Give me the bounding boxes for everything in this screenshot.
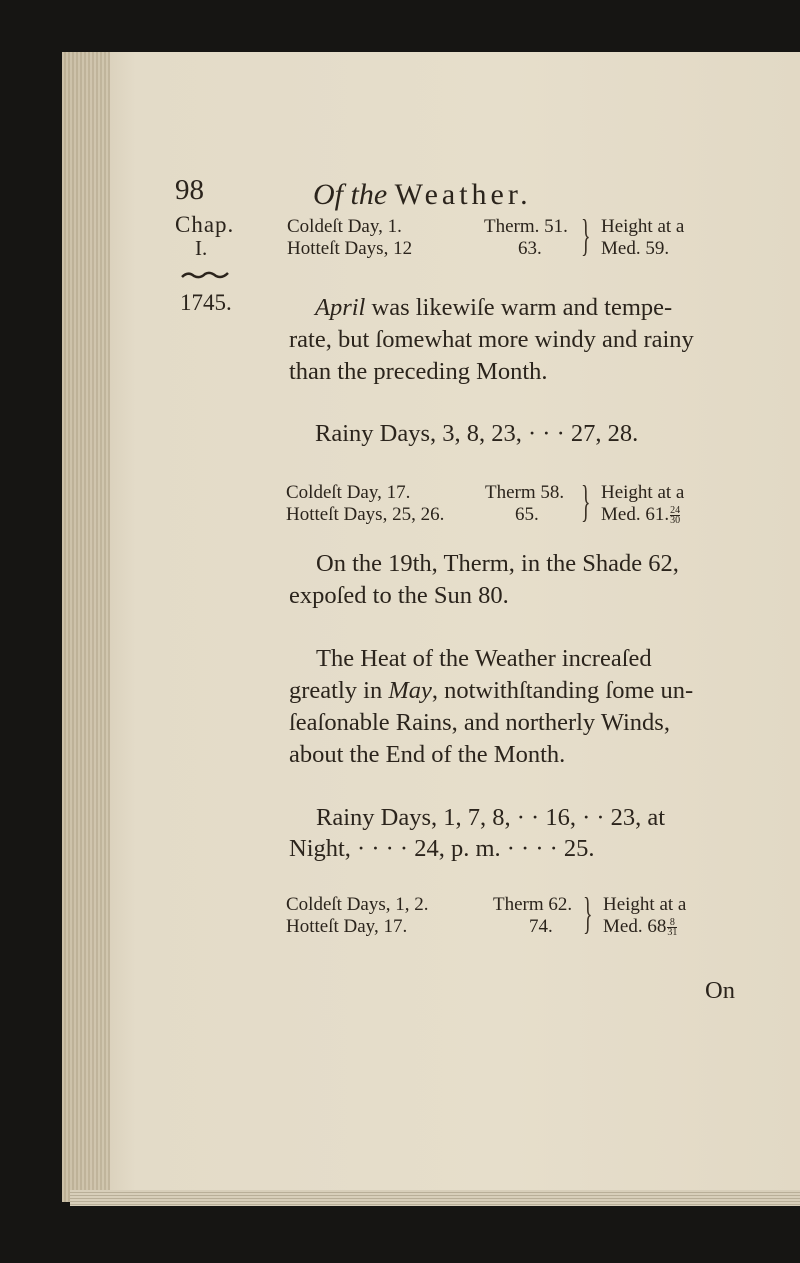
height-label: Height at a [603, 894, 687, 915]
therm-low: Therm. 51. [484, 216, 568, 237]
block2-left [286, 482, 444, 526]
running-head-italic: Of the [313, 178, 388, 211]
height-label: Height at a [601, 482, 685, 503]
block1-left [287, 216, 412, 260]
19th-line-2: expoſed to the Sun 80. [289, 582, 509, 609]
margin-year: 1745. [180, 290, 232, 315]
running-head [313, 178, 532, 212]
april-rest: was likewiſe warm and tempe- [365, 294, 673, 321]
height-value: Med. 68 $\frac{8}{31}$ [603, 916, 678, 939]
19th-line-1: On the 19th, Therm, in the Shade 62, [316, 550, 679, 577]
height-fraction: $\frac{8}{31}$ [667, 917, 678, 939]
block3-height [603, 894, 686, 938]
therm-high: 65. [515, 504, 539, 525]
may-line-2: greatly in May, notwithſtanding ſome un- [289, 677, 694, 704]
hottest-day: Hotteſt Day, 17. [286, 916, 408, 937]
block2-height [601, 482, 684, 526]
running-head-caps: Weather. [394, 178, 532, 211]
rainy-days-april: Rainy Days, 3, 8, 23, · · · 27, 28. [315, 420, 639, 447]
may-line-4: about the End of the Month. [289, 741, 566, 768]
brace: } [581, 477, 591, 526]
therm-low: Therm 62. [493, 894, 573, 915]
height-label: Height at a [601, 216, 685, 237]
rainy-days-may-2: Night, · · · · 24, p. m. · · · · 25. [289, 835, 595, 862]
page-edges [62, 52, 110, 1202]
hottest-days: Hotteſt Days, 12 [287, 238, 413, 259]
therm-high: 74. [529, 916, 553, 937]
block3-left [286, 894, 429, 938]
rainy-days-may-1: Rainy Days, 1, 7, 8, · · 16, · · 23, at [316, 804, 666, 831]
april-word: April [315, 294, 366, 321]
height-value: Med. 61. $\frac{24}{30}$ [601, 504, 681, 527]
therm-high: 63. [518, 238, 542, 259]
brace: } [581, 211, 591, 260]
brace: } [583, 889, 593, 938]
hottest-days: Hotteſt Days, 25, 26. [286, 504, 445, 525]
may-line-1: The Heat of the Weather increaſed [316, 645, 652, 672]
page-bottom-edges [70, 1190, 800, 1206]
april-line-2: rate, but ſomewhat more windy and rainy [289, 326, 694, 353]
therm-low: Therm 58. [485, 482, 565, 503]
block3-therm [493, 894, 572, 938]
chapter-label: Chap. [175, 212, 235, 237]
coldest-day: Coldeſt Day, 17. [286, 482, 411, 503]
april-line-1 [315, 292, 672, 324]
height-fraction: $\frac{24}{30}$ [670, 505, 681, 527]
ornament-rule [180, 271, 230, 279]
book-page [62, 52, 800, 1202]
coldest-days: Coldeſt Days, 1, 2. [286, 894, 429, 915]
page-number: 98 [175, 174, 204, 206]
catchword: On [705, 977, 735, 1004]
height-value: Med. 59. [601, 238, 670, 259]
may-line-3: ſeaſonable Rains, and northerly Winds, [289, 709, 670, 736]
block1-height [601, 216, 684, 260]
coldest-day: Coldeſt Day, 1. [287, 216, 402, 237]
april-line-3: than the preceding Month. [289, 358, 548, 385]
block2-therm [485, 482, 564, 526]
chapter-number: I. [195, 236, 208, 260]
may-word: May [388, 677, 432, 704]
block1-therm [484, 216, 568, 260]
